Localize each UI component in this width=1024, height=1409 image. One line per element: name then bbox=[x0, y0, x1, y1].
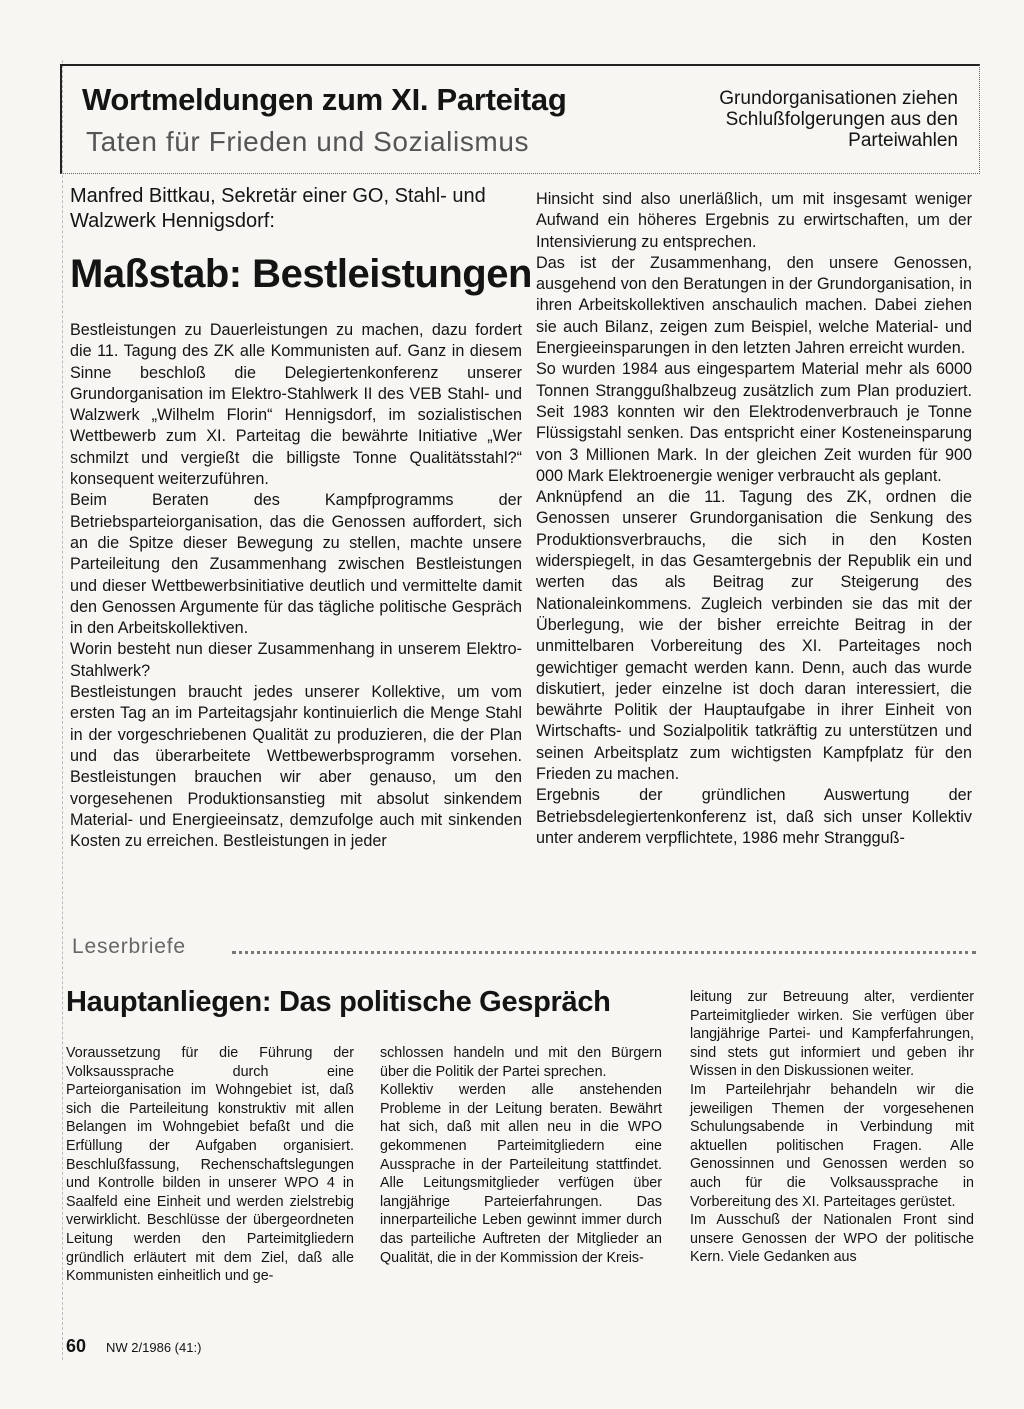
paragraph: schlossen handeln und mit den Bürgern über die Politik der Partei sprechen. bbox=[380, 1045, 662, 1080]
paragraph: Anknüpfend an die 11. Tagung des ZK, ordnen die Genossen unserer Grundorganisation die Senkung des Produktionsverbrauchs, die sich in den Kosten widerspiegelt, in das Gesamtergebnis der Republik ein und werten das als Beitrag zur Steigerung des Nationaleinkommens. Zugleich verbinden sie das mit der Überlegung, wie der bisher erreichte Beitrag in der unmittelbaren Vorbereitung des XI. Parteitages noch gewichtiger gemacht werden kann. Denn, auch das wurde diskutiert, jeder einzelne ist doch daran interessiert, die bewährte Politik der Hauptaufgabe in ihrer Einheit von Wirtschafts- und Sozialpolitik tatkräftig zu unterstützen und seinen Arbeitsplatz zum wichtigsten Kampfplatz für den Frieden zu machen. bbox=[536, 488, 972, 784]
series-right-caption: Grundorganisationen ziehen Schlußfolgerungen aus den Parteiwahlen bbox=[719, 88, 958, 151]
article-column-left bbox=[70, 320, 522, 852]
issue-reference: NW 2/1986 (41:) bbox=[106, 1340, 202, 1355]
paragraph: Bestleistungen zu Dauerleistungen zu machen, dazu fordert die 11. Tagung des ZK alle Kommunisten auf. Ganz in diesem Sinne beschloß die Delegiertenkonferenz unserer Grundorganisation im Elektro-Stahlwerk II des VEB Stahl- und Walzwerk „Wilhelm Florin“ Hennigsdorf, im sozialistischen Wettbewerb zum XI. Parteitag die bewährte Initiative „Wer schmilzt und vergießt die billigste Tonne Qualitätsstahl?“ konsequent weiterzuführen. bbox=[70, 321, 522, 489]
series-subtitle: Taten für Frieden und Sozialismus bbox=[86, 126, 530, 157]
paragraph: Worin besteht nun dieser Zusammenhang in unserem Elektro-Stahlwerk? bbox=[70, 640, 522, 680]
article-column-right bbox=[536, 189, 972, 849]
paragraph: So wurden 1984 aus eingespartem Material mehr als 6000 Tonnen Stranggußhalbzeug zusätzlich zum Plan produziert. Seit 1983 konnten wir den Elektrodenverbrauch je Tonne Flüssigstahl senken. Das entspricht einer Kosteneinsparung von 3 Millionen Mark. In der gleichen Zeit wurden für 900 000 Mark Elektroenergie weniger verbraucht als geplant. bbox=[536, 360, 972, 485]
section-divider bbox=[232, 951, 976, 954]
paragraph: leitung zur Betreuung alter, verdienter Parteimitglieder wirken. Sie verfügen über langjährige Partei- und Kampferfahrungen, sind stets gut informiert und geben ihr Wissen in den Diskussionen weiter. bbox=[690, 989, 974, 1080]
section-label: Leserbriefe bbox=[72, 935, 186, 958]
paragraph: Im Ausschuß der Nationalen Front sind unsere Genossen der WPO der politische Kern. Viele Gedanken aus bbox=[690, 1212, 974, 1266]
letter-column-2 bbox=[380, 1044, 662, 1267]
paragraph: Ergebnis der gründlichen Auswertung der Betriebsdelegiertenkonferenz ist, daß sich unser Kollektiv unter anderem verpflichtete, 1986 mehr Strangguß- bbox=[536, 786, 972, 847]
letter-column-1 bbox=[66, 1044, 354, 1286]
page-number: 60 bbox=[66, 1336, 87, 1356]
page-footer bbox=[66, 1336, 201, 1357]
paragraph: Kollektiv werden alle anstehenden Probleme in der Leitung beraten. Bewährt hat sich, daß mit allen neu in die WPO gekommenen Parteimitgliedern eine Aussprache in der Parteileitung stattfindet. Alle Leitungsmitglieder verfügen über langjährige Parteierfahrungen. Das innerparteiliche Leben gewinnt immer durch das parteiliche Auftreten der Mitglieder an Qualität, die in der Kommission der Kreis- bbox=[380, 1082, 662, 1266]
paragraph: Bestleistungen braucht jedes unserer Kollektive, um vom ersten Tag an im Parteitagsjahr kontinuierlich die Menge Stahl in der vorgeschriebenen Qualität zu produzieren, die der Plan und das überarbeitete Wettbewerbsprogramm vorsehen. Bestleistungen brauchen wir aber genauso, um den vorgesehenen Produktionsanstieg mit absolut sinkendem Material- und Energieeinsatz, demzufolge auch mit sinkenden Kosten zu erreichen. Bestleistungen in jeder bbox=[70, 683, 522, 851]
paragraph: Im Parteilehrjahr behandeln wir die jeweiligen Themen der vorgesehenen Schulungsabende in Verbindung mit aktuellen politischen Fragen. Alle Genossinnen und Genossen werden so auch für die Volksaussprache in Vorbereitung des XI. Parteitages gerüstet. bbox=[690, 1081, 974, 1210]
letter-column-3 bbox=[690, 988, 974, 1267]
paragraph: Voraussetzung für die Führung der Volksaussprache durch eine Parteiorganisation im Wohngebiet ist, daß sich die Parteileitung konstruktiv mit allen Belangen im Wohngebiet befaßt und die Erfüllung der Aufgaben organisiert. Beschlußfassung, Rechenschaftslegungen und Kontrolle bilden in unserer WPO 4 in Saalfeld eine Einheit und werden zielstrebig verwirklicht. Beschlüsse der übergeordneten Leitung werden den Parteimitgliedern gründlich erläutert mit dem Ziel, daß alle Kommunisten einheitlich und ge- bbox=[66, 1045, 354, 1285]
letter-headline: Hauptanliegen: Das politische Gespräch bbox=[66, 986, 611, 1018]
paragraph: Hinsicht sind also unerläßlich, um mit insgesamt weniger Aufwand ein höheres Ergebnis zu erwirtschaften, um der Intensivierung zu entsprechen. bbox=[536, 190, 972, 251]
page-edge-line bbox=[62, 60, 64, 1360]
article-headline: Maßstab: Bestleistungen bbox=[70, 252, 532, 296]
paragraph: Das ist der Zusammenhang, den unsere Genossen, ausgehend von den Beratungen in der Grundorganisation, in ihren Arbeitskollektiven anschaulich machen. Dabei ziehen sie auch Bilanz, zeigen zum Beispiel, welche Material- und Energieeinsparungen in den letzten Jahren erreicht wurden. bbox=[536, 253, 972, 358]
series-title: Wortmeldungen zum XI. Parteitag bbox=[82, 82, 567, 117]
article-byline: Manfred Bittkau, Sekretär einer GO, Stahl- und Walzwerk Hennigsdorf: bbox=[70, 185, 486, 232]
paragraph: Beim Beraten des Kampfprogramms der Betriebsparteiorganisation, das die Genossen auffordert, sich an die Spitze dieser Bewegung zu stellen, machte unsere Parteileitung den Zusammenhang zwischen Bestleistungen und dieser Wettbewerbsinitiative deutlich und vermittelte damit den Genossen Argumente für das tägliche politische Gespräch in den Arbeitskollektiven. bbox=[70, 491, 522, 638]
